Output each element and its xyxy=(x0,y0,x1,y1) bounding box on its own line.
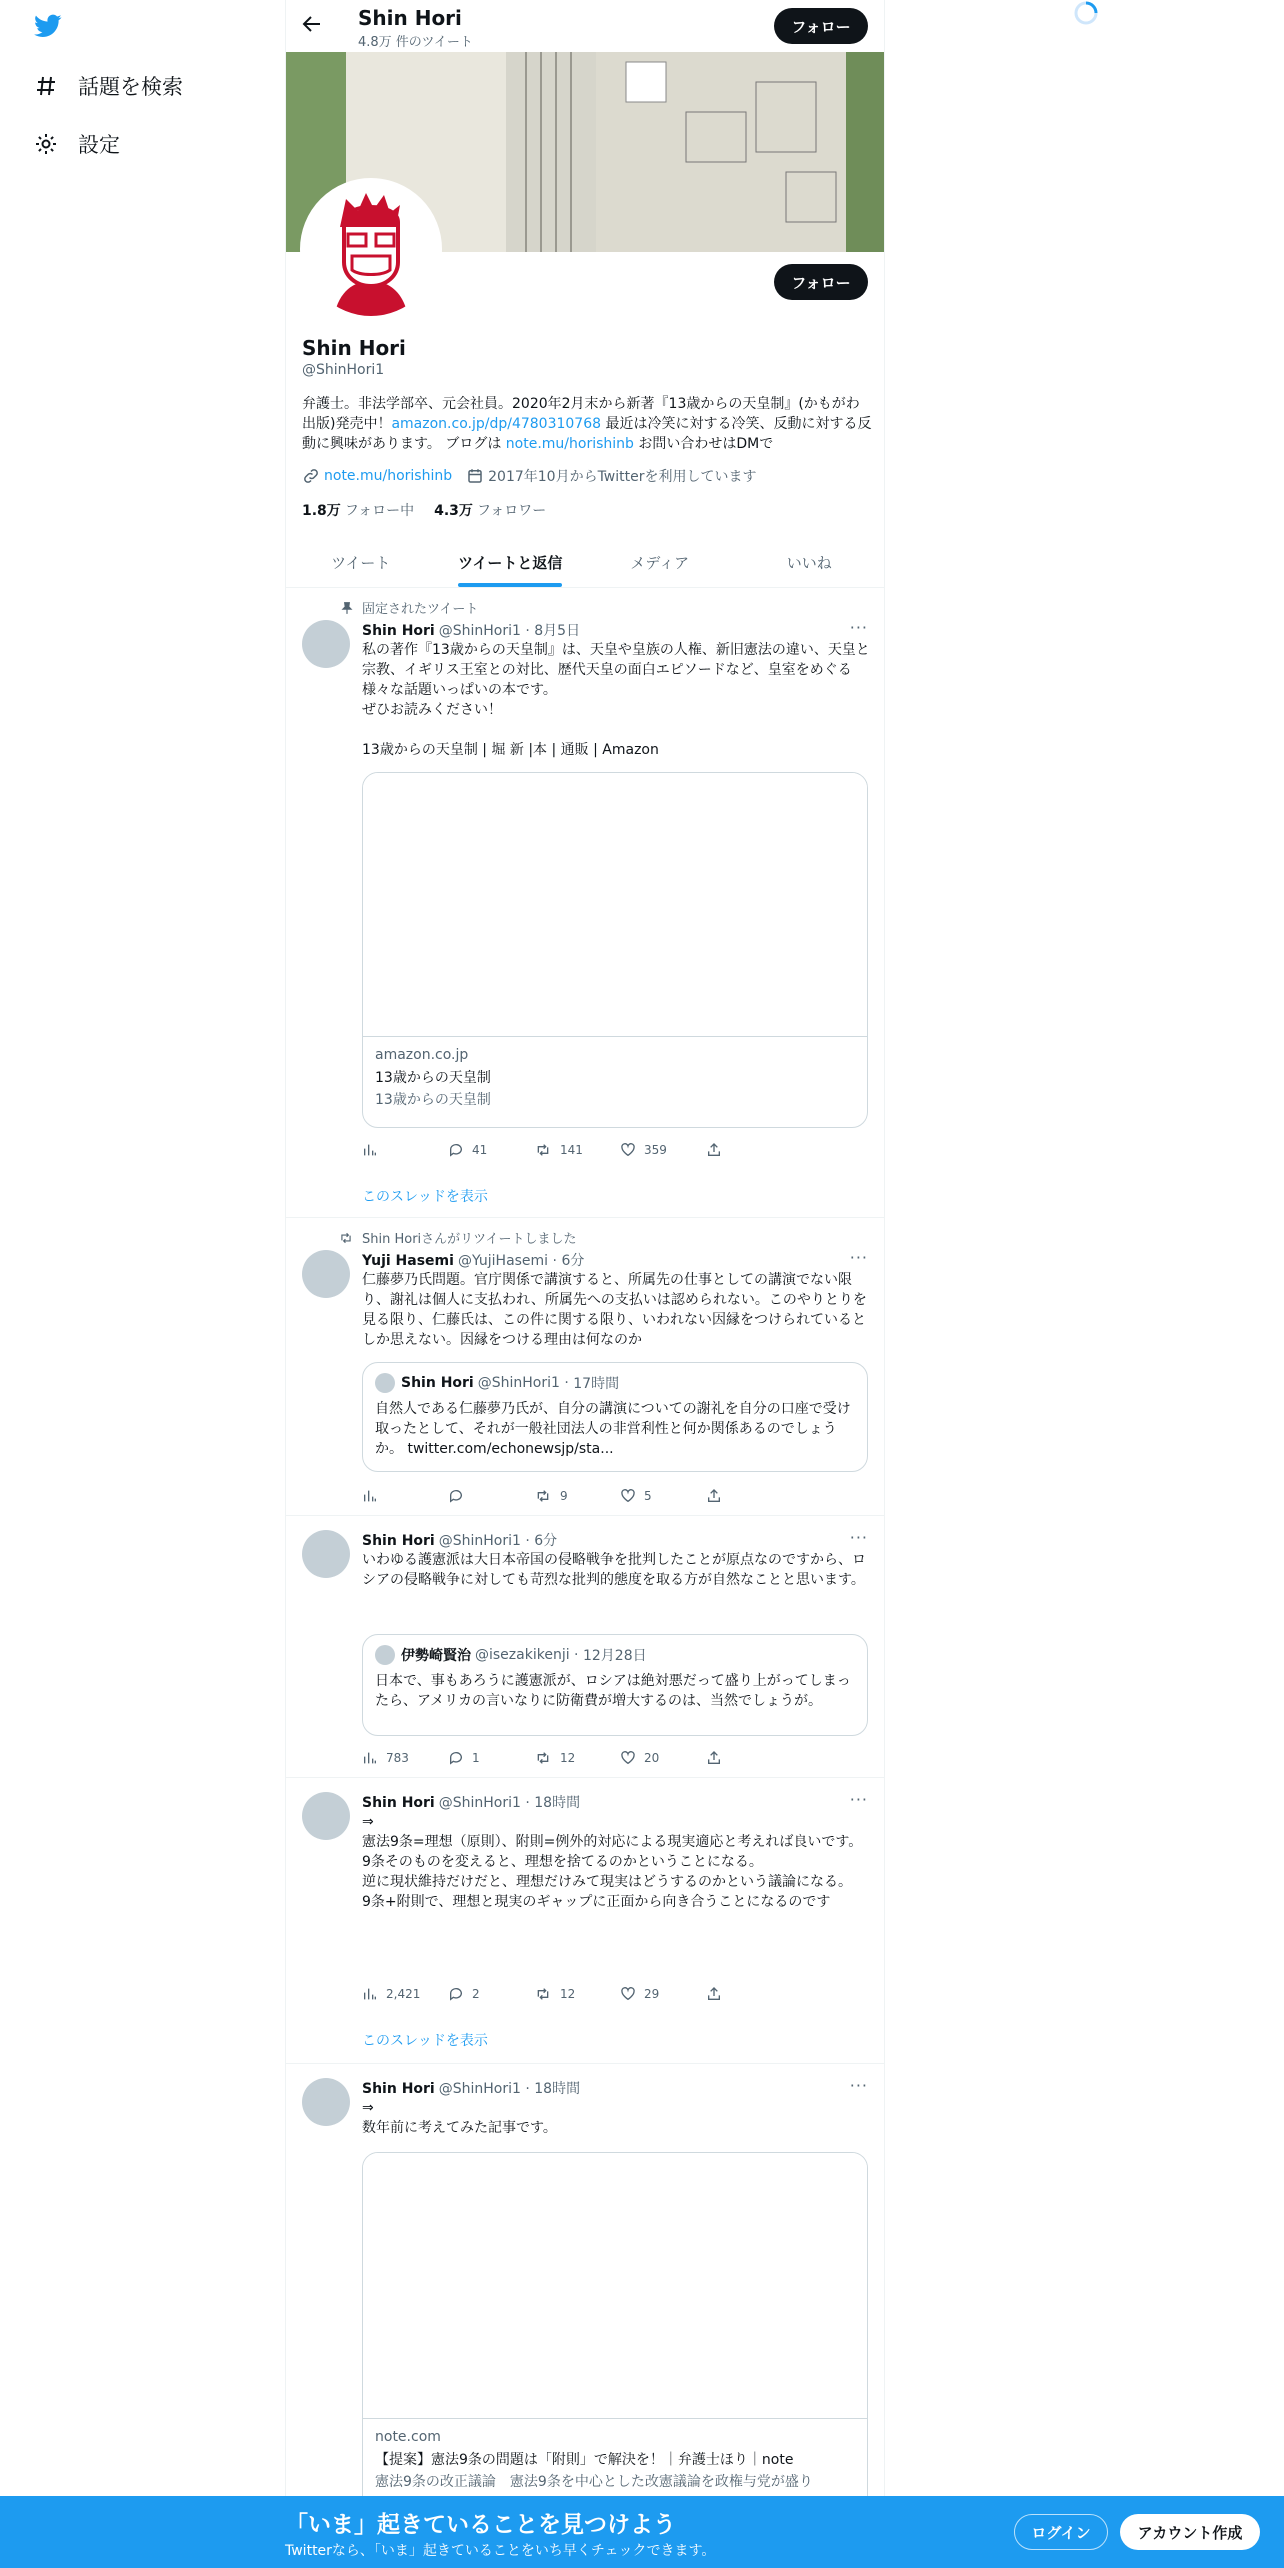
profile-joined xyxy=(466,466,756,486)
reply-count: 2 xyxy=(472,1987,480,2001)
follow-stats xyxy=(302,500,546,520)
quote-text: 自然人である仁藤夢乃氏が、自分の講演についての謝礼を自分の口座で受け取ったとして、それが一般社団法人の非営利性と何か関係あるのでしょうか。 twitter.com/echonewsjp/sta... xyxy=(375,1401,851,1457)
header-name: Shin Hori xyxy=(358,6,462,30)
following-count: 1.8万 xyxy=(302,503,341,519)
share-icon xyxy=(706,1142,722,1158)
reply-icon xyxy=(448,1142,464,1158)
main-column xyxy=(285,0,885,2568)
reply-action[interactable] xyxy=(448,1486,534,1506)
card-description: 憲法9条の改正議論 憲法9条を中心とした改憲議論を政権与党が盛り xyxy=(375,2474,813,2490)
signup-banner-subtitle: Twitterなら、「いま」起きていることをいち早くチェックできます。 xyxy=(285,2543,716,2559)
tweet-author-handle[interactable]: @ShinHori1 xyxy=(438,1533,521,1549)
retweet-icon xyxy=(534,1142,552,1158)
twitter-logo-icon[interactable] xyxy=(32,12,66,46)
tweet-header: Shin Hori @ShinHori1 · 18時間 xyxy=(362,2081,581,2097)
reply-icon xyxy=(448,1750,464,1766)
tweet-time[interactable]: 8月5日 xyxy=(534,623,581,639)
views-action[interactable] xyxy=(362,1984,448,2004)
heart-icon xyxy=(620,1986,636,2002)
tweet-author-handle[interactable]: @ShinHori1 xyxy=(438,2081,521,2097)
tweet[interactable] xyxy=(286,2064,884,2496)
like-action[interactable] xyxy=(620,1140,706,1160)
tweet-time[interactable]: 18時間 xyxy=(534,2081,581,2097)
reply-action[interactable] xyxy=(448,1140,534,1160)
more-options-icon[interactable]: ··· xyxy=(849,2076,868,2095)
views-action[interactable] xyxy=(362,1140,448,1160)
retweeted-by-label[interactable]: Shin Horiさんがリツイートしました xyxy=(362,1232,577,1247)
like-action[interactable] xyxy=(620,1486,706,1506)
tweet[interactable] xyxy=(286,1218,884,1516)
profile-joined-text: 2017年10月からTwitterを利用しています xyxy=(488,469,757,485)
like-action[interactable] xyxy=(620,1748,706,1768)
share-icon xyxy=(706,1488,722,1504)
reply-count: 1 xyxy=(472,1751,480,1765)
tweet-author-handle[interactable]: @ShinHori1 xyxy=(438,1795,521,1811)
bio-text-1: 弁護士。非法学部卒、元会社員。2020年2月末から新著『13歳からの天皇制』(かもがわ出版)発売中！ xyxy=(302,396,860,432)
signup-button[interactable]: アカウント作成 xyxy=(1120,2514,1260,2550)
views-action[interactable] xyxy=(362,1486,448,1506)
profile-handle: @ShinHori1 xyxy=(302,362,385,378)
quote-text: 日本で、事もあろうに護憲派が、ロシアは絶対悪だって盛り上がってしまったら、アメリカの言いなりに防衛費が増大するのは、当然でしょうが。 xyxy=(375,1673,851,1709)
card-image xyxy=(363,2153,867,2419)
profile-meta xyxy=(302,466,771,486)
tweet-text: ⇒ 憲法9条=理想（原則）、附則=例外的対応による現実適応と考えれば良いです。 9条そのものを変えると、理想を捨てるのかということになる。 逆に現状維持だけだと、理想だけみて現実はどうするのかという議論になる。 9条+附則で、理想と現実のギャップに正面から向き合うことになるのです xyxy=(362,1814,863,1910)
quote-header: Shin Hori @ShinHori1 · 17時間 xyxy=(375,1373,855,1393)
bio-text-3: お問い合わせはDMで xyxy=(633,436,774,452)
retweet-count: 9 xyxy=(560,1489,568,1503)
tweet-header: Shin Hori @ShinHori1 · 18時間 xyxy=(362,1795,581,1811)
card-domain: note.com xyxy=(375,2429,441,2445)
pinned-context xyxy=(334,598,478,617)
avatar[interactable] xyxy=(302,1250,350,1298)
tab-tweets[interactable]: ツイート xyxy=(331,554,391,572)
retweet-action[interactable] xyxy=(534,1984,620,2004)
tweet-text: ⇒ 数年前に考えてみた記事です。 xyxy=(362,2100,557,2136)
login-button[interactable]: ログイン xyxy=(1014,2514,1108,2550)
card-image xyxy=(363,773,867,1037)
share-action[interactable] xyxy=(706,1140,792,1160)
avatar[interactable] xyxy=(302,1792,350,1840)
avatar[interactable] xyxy=(302,1530,350,1578)
profile-follow-button[interactable]: フォロー xyxy=(774,264,868,300)
retweet-action[interactable] xyxy=(534,1140,620,1160)
like-count: 5 xyxy=(644,1489,652,1503)
heart-icon xyxy=(620,1488,636,1504)
tweet-author-name[interactable]: Shin Hori xyxy=(362,623,435,639)
profile-bio xyxy=(302,394,872,454)
reply-icon xyxy=(448,1488,464,1504)
more-options-icon[interactable]: ··· xyxy=(849,1528,868,1547)
signup-banner xyxy=(0,2496,1284,2568)
loading-spinner-icon xyxy=(1073,0,1107,28)
tab-likes[interactable]: いいね xyxy=(786,554,832,572)
tweet-actions xyxy=(362,1140,792,1160)
back-arrow-icon[interactable] xyxy=(300,12,328,40)
retweet-count: 12 xyxy=(560,1987,576,2001)
more-options-icon[interactable]: ··· xyxy=(849,1790,868,1809)
analytics-icon xyxy=(362,1986,378,2002)
quote-time: 12月28日 xyxy=(582,1648,647,1664)
pin-icon xyxy=(334,601,354,615)
tweet[interactable] xyxy=(286,1516,884,1778)
quoted-tweet[interactable] xyxy=(362,1362,868,1472)
reply-action[interactable] xyxy=(448,1748,534,1768)
nav-settings[interactable] xyxy=(32,124,120,164)
reply-icon xyxy=(448,1986,464,2002)
nav-explore-label: 話題を検索 xyxy=(78,75,183,99)
retweet-action[interactable] xyxy=(534,1748,620,1768)
analytics-icon xyxy=(362,1750,378,1766)
bio-link-note[interactable]: note.mu/horishinb xyxy=(505,436,634,452)
quote-avatar xyxy=(375,1645,395,1665)
tweet-author-name[interactable]: Shin Hori xyxy=(362,1795,435,1811)
quote-author-name: Shin Hori xyxy=(401,1375,474,1391)
pinned-label: 固定されたツイート xyxy=(362,602,479,617)
tab-tweets-and-replies[interactable]: ツイートと返信 xyxy=(436,538,586,587)
tweet[interactable] xyxy=(286,588,884,1218)
card-title: 13歳からの天皇制 xyxy=(375,1070,491,1086)
followers-count: 4.3万 xyxy=(434,503,473,519)
tweet-author-name[interactable]: Shin Hori xyxy=(362,2081,435,2097)
profile-tabs xyxy=(286,538,884,588)
profile-website-link[interactable]: note.mu/horishinb xyxy=(324,468,453,484)
share-action[interactable] xyxy=(706,1984,792,2004)
tweet-author-handle[interactable]: @YujiHasemi xyxy=(457,1253,549,1269)
calendar-icon xyxy=(466,467,484,485)
tweet-time[interactable]: 6分 xyxy=(561,1253,585,1269)
share-action[interactable] xyxy=(706,1748,792,1768)
tweet-author-name[interactable]: Yuji Hasemi xyxy=(362,1253,454,1269)
gear-icon xyxy=(32,130,60,158)
retweet-icon xyxy=(534,1986,552,2002)
analytics-icon xyxy=(362,1142,378,1158)
bio-text-2: 最近は冷笑に対する冷笑、反動に対する反動に興味があります。 ブログは xyxy=(302,416,872,452)
heart-icon xyxy=(620,1142,636,1158)
retweet-icon xyxy=(334,1231,354,1245)
tweet-text: 私の著作『13歳からの天皇制』は、天皇や皇族の人権、新旧憲法の違い、天皇と宗教、イギリス王室との対比、歴代天皇の面白エピソードなど、皇室をめぐる様々な話題いっぱいの本です。 ぜひお読みください！ 13歳からの天皇制 | 堀 新 |本 | 通販 | Amazon xyxy=(362,642,870,758)
profile-header-bar xyxy=(286,0,884,52)
header-follow-button[interactable]: フォロー xyxy=(774,8,868,44)
show-thread-link[interactable]: このスレッドを表示 xyxy=(362,1189,488,1205)
card-domain: amazon.co.jp xyxy=(375,1047,469,1063)
link-card[interactable] xyxy=(362,772,868,1128)
tweet-actions xyxy=(362,1486,792,1506)
retweet-icon xyxy=(534,1750,552,1766)
quote-time: 17時間 xyxy=(573,1376,620,1392)
retweet-context xyxy=(334,1228,577,1247)
heart-icon xyxy=(620,1750,636,1766)
avatar[interactable] xyxy=(302,2078,350,2126)
reply-count: 41 xyxy=(472,1143,488,1157)
more-options-icon[interactable]: ··· xyxy=(849,1248,868,1267)
like-count: 29 xyxy=(644,1987,660,2001)
tweet-actions xyxy=(362,1984,792,2004)
tweet-author-name[interactable]: Shin Hori xyxy=(362,1533,435,1549)
retweet-count: 12 xyxy=(560,1751,576,1765)
share-icon xyxy=(706,1750,722,1766)
quote-avatar xyxy=(375,1373,395,1393)
tweet-header: Shin Hori @ShinHori1 · 8月5日 xyxy=(362,623,581,639)
signup-banner-title: 「いま」起きていることを見つけよう xyxy=(285,2512,676,2538)
quote-author-name: 伊勢崎賢治 xyxy=(401,1648,471,1664)
tweet-time[interactable]: 6分 xyxy=(534,1533,558,1549)
tweet-author-handle[interactable]: @ShinHori1 xyxy=(438,623,521,639)
header-tweet-count: 4.8万 件のツイート xyxy=(358,35,473,50)
tweet[interactable] xyxy=(286,1778,884,2064)
tweet-header: Shin Hori @ShinHori1 · 6分 xyxy=(362,1533,558,1549)
followers-label: フォロワー xyxy=(476,503,547,519)
views-action[interactable] xyxy=(362,1748,448,1768)
analytics-icon xyxy=(362,1488,378,1504)
like-action[interactable] xyxy=(620,1984,706,2004)
like-count: 20 xyxy=(644,1751,660,1765)
card-title: 【提案】憲法9条の問題は「附則」で解決を！｜弁護士ほり｜note xyxy=(375,2452,794,2468)
profile-website[interactable] xyxy=(302,467,452,485)
tweet-text: 仁藤夢乃氏問題。官庁関係で講演すると、所属先の仕事としての講演でない限り、謝礼は個人に支払われ、所属先への支払いは認められない。このやりとりを見る限り、仁藤氏は、この件に関する限り、いわれない因縁をつけられているとしか思えない。因縁をつける理由は何なのか xyxy=(362,1272,867,1348)
tweet-text: いわゆる護憲派は大日本帝国の侵略戦争を批判したことが原点なのですから、ロシアの侵略戦争に対しても苛烈な批判的態度を取る方が自然なことと思います。 xyxy=(362,1552,866,1588)
following-label: フォロー中 xyxy=(344,503,415,519)
link-card[interactable] xyxy=(362,2152,868,2512)
quote-author-handle: @ShinHori1 xyxy=(477,1375,560,1391)
tweet-actions xyxy=(362,1748,792,1768)
following-stat[interactable] xyxy=(302,500,414,520)
bio-link-amazon[interactable]: amazon.co.jp/dp/4780310768 xyxy=(391,416,602,432)
reply-action[interactable] xyxy=(448,1984,534,2004)
card-description: 13歳からの天皇制 xyxy=(375,1092,491,1108)
quote-header: 伊勢崎賢治 @isezakikenji · 12月28日 xyxy=(375,1645,855,1665)
link-icon xyxy=(302,467,320,485)
nav-explore[interactable] xyxy=(32,66,183,106)
profile-avatar[interactable] xyxy=(300,178,442,320)
tweet-time[interactable]: 18時間 xyxy=(534,1795,581,1811)
followers-stat[interactable] xyxy=(434,500,546,520)
share-action[interactable] xyxy=(706,1486,792,1506)
avatar[interactable] xyxy=(302,620,350,668)
nav-settings-label: 設定 xyxy=(78,133,120,157)
views-count: 2,421 xyxy=(386,1987,421,2001)
like-count: 359 xyxy=(644,1143,667,1157)
share-icon xyxy=(706,1986,722,2002)
quote-author-handle: @isezakikenji xyxy=(475,1647,570,1663)
retweet-icon xyxy=(534,1488,552,1504)
views-count: 783 xyxy=(386,1751,409,1765)
profile-name: Shin Hori xyxy=(302,336,406,360)
retweet-action[interactable] xyxy=(534,1486,620,1506)
more-options-icon[interactable]: ··· xyxy=(849,618,868,637)
retweet-count: 141 xyxy=(560,1143,583,1157)
tweet-header: Yuji Hasemi @YujiHasemi · 6分 xyxy=(362,1253,585,1269)
quoted-tweet[interactable] xyxy=(362,1634,868,1736)
hashtag-icon xyxy=(32,72,60,100)
show-thread-link[interactable]: このスレッドを表示 xyxy=(362,2033,488,2049)
tab-media[interactable]: メディア xyxy=(630,554,690,572)
